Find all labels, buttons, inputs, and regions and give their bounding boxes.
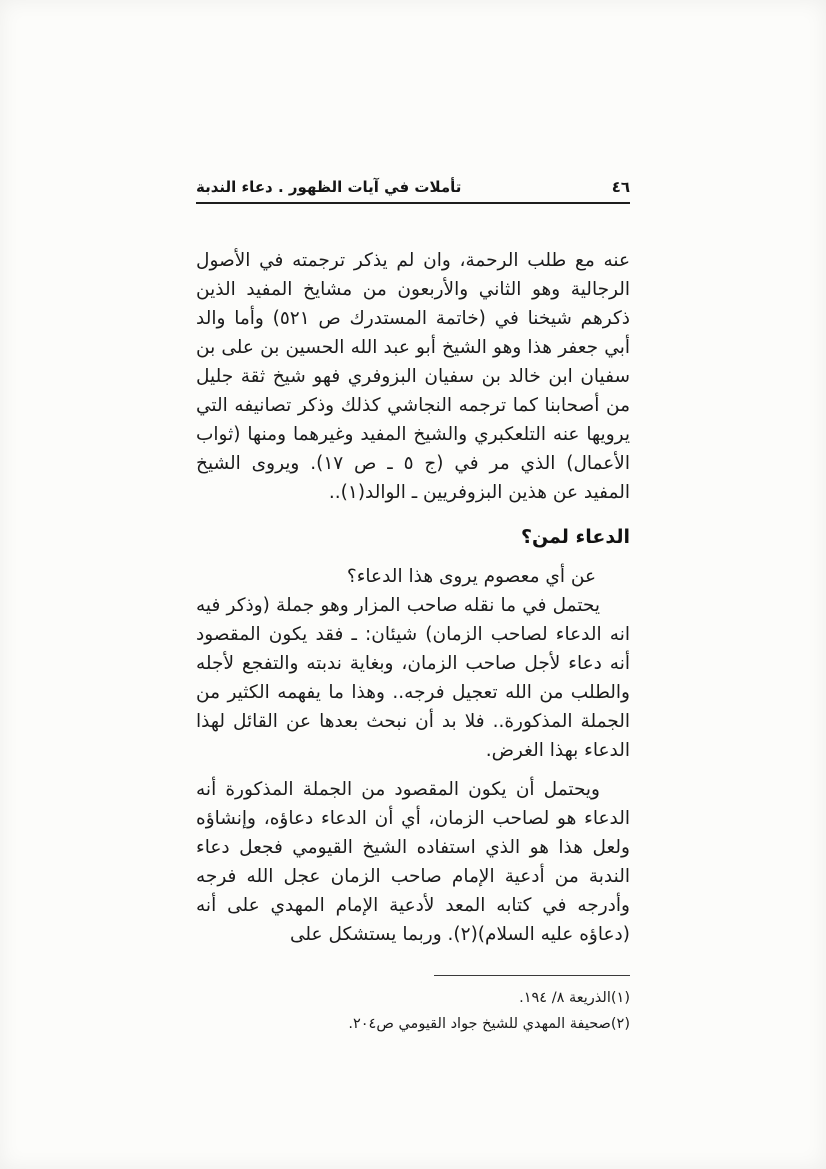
footnote-separator: [434, 975, 630, 976]
running-title: تأملات في آيات الظهور . دعاء الندبة: [196, 178, 462, 196]
header-rule: [196, 202, 630, 204]
page-header: [196, 178, 630, 196]
footnote-1: (١)الذريعة ٨/ ١٩٤.: [519, 990, 630, 1006]
footnote-2: (٢)صحيفة المهدي للشيخ جواد القيومي ص٢٠٤.: [348, 1016, 630, 1032]
page-content: [196, 178, 630, 1037]
page-number: ٤٦: [611, 178, 630, 196]
paragraph-2: يحتمل في ما نقله صاحب المزار وهو جملة (وذكر فيه انه الدعاء لصاحب الزمان) شيئان: ـ فقد يكون المقصود أنه دعاء لأجل صاحب الزمان، وبغاية ندبته والتفجع لأجله والطلب من الله تعجيل فرجه.. وهذا ما يفهمه الكثير من الجملة المذكورة.. فلا بد أن نبحث بعدها عن القائل لهذا الدعاء بهذا الغرض.: [196, 595, 630, 761]
question-line: عن أي معصوم يروى هذا الدعاء؟: [346, 566, 596, 587]
paragraph-3: ويحتمل أن يكون المقصود من الجملة المذكورة أنه الدعاء هو لصاحب الزمان، أي أن الدعاء دعاؤه، وإنشاؤه ولعل هذا هو الذي استفاده الشيخ القيومي فجعل دعاء الندبة من أدعية الإمام صاحب الزمان عجل الله فرجه وأدرجه في كتابه المعد لأدعية الإمام المهدي على أنه (دعاؤه عليه السلام)(٢). وربما يستشكل على: [196, 779, 630, 945]
section-heading: الدعاء لمن؟: [520, 526, 630, 548]
footnotes-section: [196, 975, 630, 1037]
paragraph-1: عنه مع طلب الرحمة، وان لم يذكر ترجمته في الأصول الرجالية وهو الثاني والأربعون من مشايخ المفيد الذين ذكرهم شيخنا في (خاتمة المستدرك ص ٥٢١) وأما والد أبي جعفر هذا وهو الشيخ أبو عبد الله الحسين بن على بن سفيان ابن خالد بن سفيان البزوفري فهو شيخ ثقة جليل من أصحابنا كما ترجمه النجاشي كذلك وذكر تصانيفه التي يرويها عنه التلعكبري والشيخ المفيد وغيرهما ومنها (ثواب الأعمال) الذي مر في (ج ٥ ـ ص ١٧). ويروى الشيخ المفيد عن هذين البزوفريين ـ الوالد(١)..: [196, 250, 631, 503]
body-text: [196, 246, 630, 949]
